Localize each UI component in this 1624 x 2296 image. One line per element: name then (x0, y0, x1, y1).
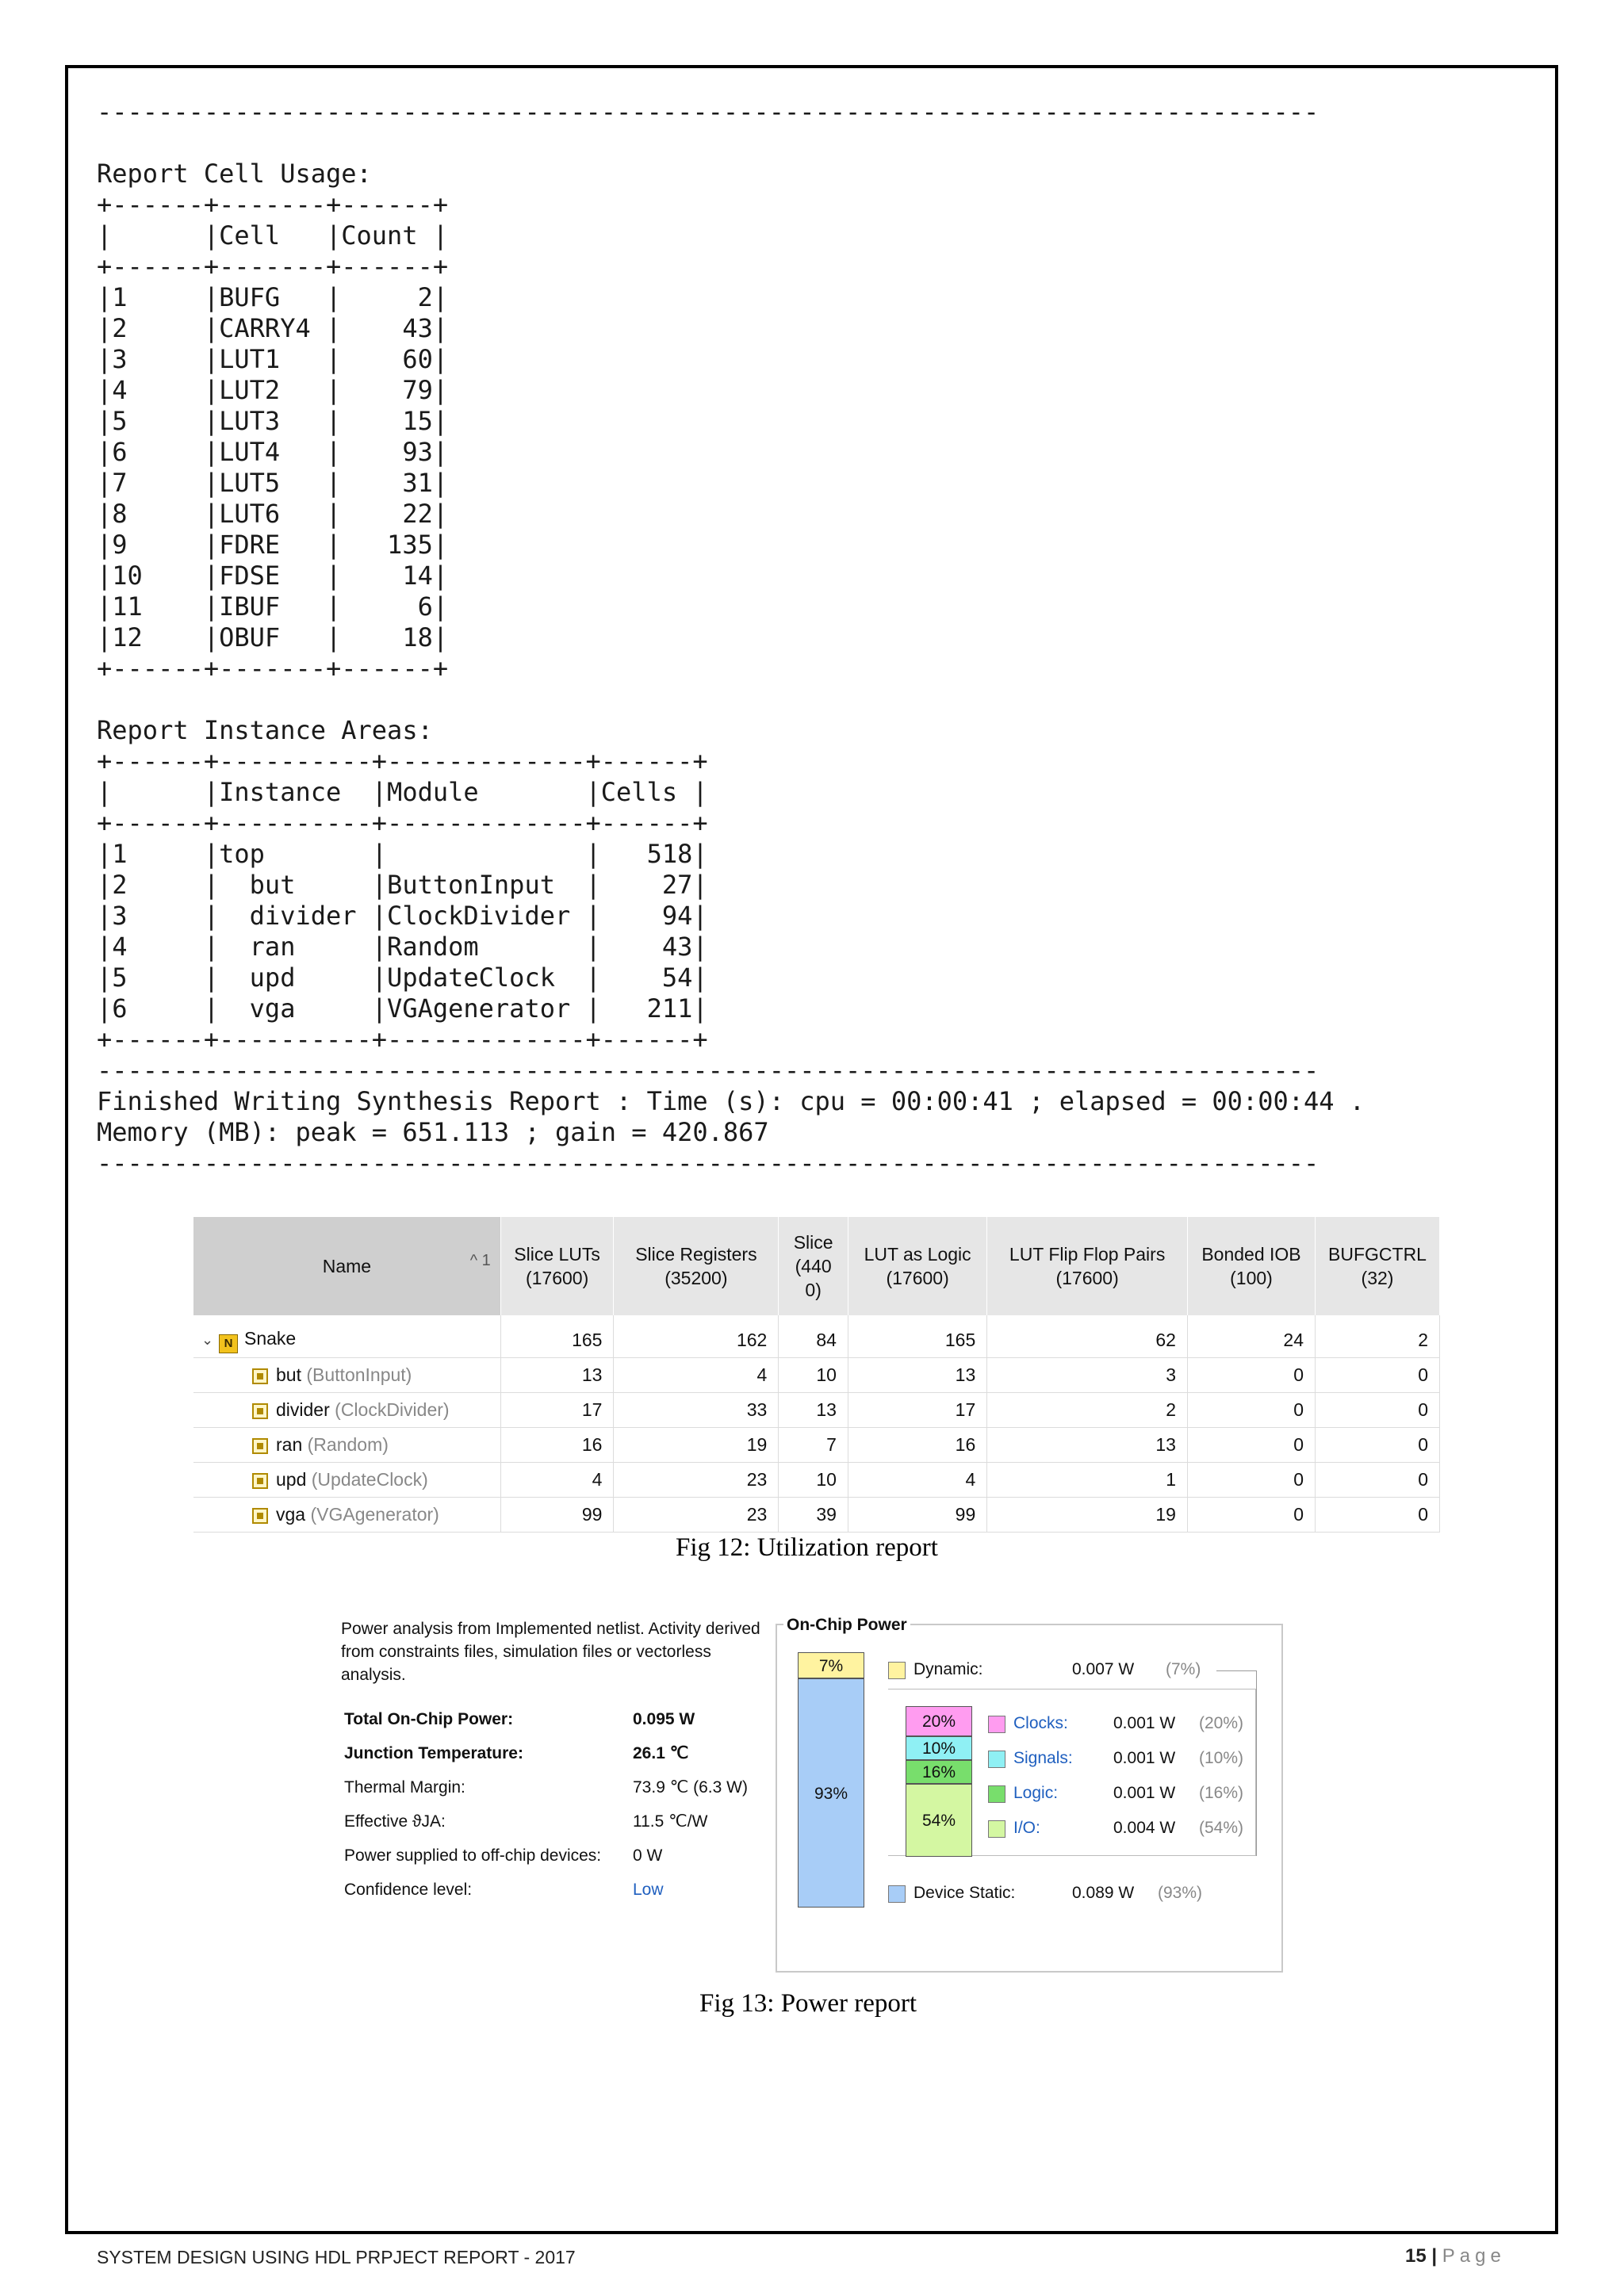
value-cell: 39 (779, 1498, 848, 1533)
value-cell: 17 (848, 1393, 986, 1428)
summary-value: 11.5 ℃/W (633, 1812, 708, 1831)
name-cell (193, 1428, 500, 1463)
breakdown-value: 0.001 W (1113, 1784, 1176, 1802)
module-name: (VGAgenerator) (310, 1504, 439, 1525)
value-cell: 0 (1187, 1393, 1315, 1428)
name-cell (193, 1393, 500, 1428)
breakdown-value: 0.001 W (1113, 1749, 1176, 1767)
name-cell (193, 1323, 500, 1358)
dynamic-value: 0.007 W (1072, 1660, 1135, 1678)
utilization-table (193, 1217, 1440, 1529)
breakdown-bar-3: 54% (906, 1784, 972, 1857)
value-cell: 99 (500, 1498, 614, 1533)
sort-ascending-icon[interactable]: ^ 1 (469, 1252, 491, 1269)
column-header-label: (17600) (1055, 1268, 1119, 1288)
value-cell: 2 (987, 1393, 1188, 1428)
value-cell: 0 (1316, 1358, 1440, 1393)
breakdown-value: 0.004 W (1113, 1819, 1176, 1837)
name-cell (193, 1498, 500, 1533)
summary-label: Total On-Chip Power: (344, 1710, 514, 1728)
module-name: (ButtonInput) (306, 1364, 412, 1385)
table-row-root[interactable] (193, 1323, 1440, 1358)
breakdown-bar-0: 20% (906, 1706, 972, 1736)
instance-icon (252, 1403, 268, 1419)
page-separator: | (1431, 2245, 1438, 2267)
power-summary-row (341, 1702, 761, 1736)
summary-value: 0 W (633, 1846, 663, 1865)
instance-name: vga (276, 1504, 306, 1525)
value-cell: 10 (779, 1463, 848, 1498)
summary-label: Power supplied to off-chip devices: (344, 1846, 602, 1865)
dynamic-label: Dynamic: (914, 1660, 983, 1678)
summary-value: 0.095 W (633, 1710, 695, 1728)
table-row[interactable] (193, 1428, 1440, 1463)
breakdown-percent: (16%) (1199, 1784, 1244, 1802)
column-header-label: Name (322, 1256, 372, 1276)
module-name: (UpdateClock) (311, 1469, 428, 1490)
module-name: (ClockDivider) (335, 1399, 450, 1420)
breakdown-label-link[interactable]: Logic: (1013, 1784, 1059, 1802)
summary-label: Confidence level: (344, 1881, 473, 1899)
breakdown-legend-swatch (988, 1785, 1005, 1803)
value-cell: 1 (987, 1463, 1188, 1498)
value-cell: 4 (614, 1358, 779, 1393)
value-cell: 0 (1316, 1498, 1440, 1533)
column-header-label: 0) (805, 1280, 822, 1300)
value-cell: 0 (1316, 1428, 1440, 1463)
device-static-percent: (93%) (1158, 1884, 1203, 1902)
value-cell: 0 (1316, 1463, 1440, 1498)
power-summary-row (341, 1770, 761, 1804)
on-chip-power-title: On-Chip Power (783, 1616, 910, 1635)
value-cell: 84 (779, 1323, 848, 1358)
value-cell: 62 (987, 1323, 1188, 1358)
column-header-1[interactable] (500, 1217, 614, 1315)
breakdown-bar-1: 10% (906, 1736, 972, 1760)
page-word: Page (1442, 2245, 1506, 2267)
breakdown-label-link[interactable]: Clocks: (1013, 1714, 1068, 1732)
value-cell: 0 (1316, 1393, 1440, 1428)
value-cell: 13 (987, 1428, 1188, 1463)
spacer-cell (1187, 1315, 1315, 1323)
value-cell: 4 (500, 1463, 614, 1498)
spacer-cell (848, 1315, 986, 1323)
instance-icon (252, 1473, 268, 1489)
value-cell: 0 (1187, 1428, 1315, 1463)
column-header-label: Slice LUTs (514, 1244, 600, 1265)
value-cell: 0 (1187, 1463, 1315, 1498)
spacer-cell (614, 1315, 779, 1323)
summary-label: Effective ϑJA: (344, 1812, 446, 1831)
instance-name: Snake (244, 1327, 297, 1349)
figure-12-caption: Fig 12: Utilization report (676, 1533, 938, 1562)
breakdown-percent: (54%) (1199, 1819, 1244, 1837)
value-cell: 165 (500, 1323, 614, 1358)
device-static-bar: 93% (798, 1678, 864, 1908)
name-cell (193, 1463, 500, 1498)
value-cell: 162 (614, 1323, 779, 1358)
page-number: 15 (1405, 2245, 1427, 2267)
table-row[interactable] (193, 1463, 1440, 1498)
device-static-legend-swatch (888, 1885, 906, 1903)
column-header-label: Bonded IOB (1201, 1244, 1301, 1265)
column-header-4[interactable] (848, 1217, 986, 1315)
column-header-3[interactable] (779, 1217, 848, 1315)
spacer-cell (987, 1315, 1188, 1323)
value-cell: 19 (987, 1498, 1188, 1533)
dynamic-bar: 7% (798, 1652, 864, 1678)
value-cell: 165 (848, 1323, 986, 1358)
bracket-line (1256, 1670, 1257, 1856)
synthesis-report-text: -------------------------------------------------------------------------------- Report Cell Usage: +------+-------+------+ | |Cell |Count | +------+-------+------+ |1 |BUFG | 2| |2 |CARRY4 | 43| |3 |LUT1 | 60| |4 |LUT2 | 79| |5 |LUT3 | 15| |6 |LUT4 | 93| |7 |LUT5 | 31| |8 |LUT6 | 22| |9 |FDRE | 135| |10 |FDSE | 14| |11 |IBUF | 6| |12 |OBUF | 18| +------+-------+------+ Report Instance Areas: +------+----------+-------------+------+ | |Instance |Module |Cells | +------+----------+-------------+------+ |1 |top | | 518| |2 | but |ButtonInput | 27| |3 | divider |ClockDivider | 94| |4 | ran |Random | 43| |5 | upd |UpdateClock | 54| |6 | vga |VGAgenerator | 211| +------+----------+-------------+------+ -------------------------------------------------------------------------------- Finished Writing Synthesis Report : Time (s): cpu = 00:00:41 ; elapsed = 00:00:44 . Memory (MB): peak = 651.113 ; gain = 420.867 -------------------------------------------------------------------------------- (97, 97, 1365, 1178)
column-header-7[interactable] (1316, 1217, 1440, 1315)
value-cell: 23 (614, 1498, 779, 1533)
value-cell: 0 (1187, 1498, 1315, 1533)
instance-name: divider (276, 1399, 330, 1420)
value-cell: 19 (614, 1428, 779, 1463)
breakdown-percent: (10%) (1199, 1749, 1244, 1767)
breakdown-legend-swatch (988, 1820, 1005, 1838)
column-header-label: (32) (1361, 1268, 1394, 1288)
column-header-label: Slice Registers (635, 1244, 757, 1265)
spacer-cell (779, 1315, 848, 1323)
top-module-icon: N (219, 1334, 238, 1353)
power-summary-row (341, 1839, 761, 1873)
device-static-label: Device Static: (914, 1884, 1016, 1902)
column-header-label: (100) (1230, 1268, 1273, 1288)
power-summary-row (341, 1804, 761, 1839)
spacer-cell (500, 1315, 614, 1323)
breakdown-bar-2: 16% (906, 1760, 972, 1784)
power-summary (341, 1617, 761, 1907)
value-cell: 13 (848, 1358, 986, 1393)
power-summary-row (341, 1873, 761, 1907)
table-spacer (193, 1315, 1440, 1323)
column-header-5[interactable] (987, 1217, 1188, 1315)
value-cell: 33 (614, 1393, 779, 1428)
module-name: (Random) (307, 1434, 389, 1455)
bracket-line (1216, 1670, 1256, 1671)
chevron-down-icon[interactable]: ⌄ (201, 1331, 214, 1348)
column-header-label: BUFGCTRL (1328, 1244, 1427, 1265)
breakdown-percent: (20%) (1199, 1714, 1244, 1732)
table-row[interactable] (193, 1393, 1440, 1428)
instance-icon (252, 1508, 268, 1524)
value-cell: 13 (779, 1393, 848, 1428)
table-row[interactable] (193, 1358, 1440, 1393)
footer-title: SYSTEM DESIGN USING HDL PRPJECT REPORT - 2017 (97, 2247, 576, 2267)
value-cell: 13 (500, 1358, 614, 1393)
column-header-label: LUT Flip Flop Pairs (1009, 1244, 1166, 1265)
spacer-cell (193, 1315, 500, 1323)
breakdown-label-link[interactable]: Signals: (1013, 1749, 1073, 1767)
summary-label: Thermal Margin: (344, 1778, 465, 1797)
column-header-label: (35200) (665, 1268, 728, 1288)
power-summary-row (341, 1736, 761, 1770)
value-cell: 10 (779, 1358, 848, 1393)
instance-icon (252, 1368, 268, 1384)
dynamic-percent: (7%) (1166, 1660, 1201, 1678)
instance-icon (252, 1438, 268, 1454)
confidence-level-link[interactable]: Low (633, 1881, 664, 1899)
instance-name: but (276, 1364, 301, 1385)
instance-name: ran (276, 1434, 303, 1455)
column-header-6[interactable] (1187, 1217, 1315, 1315)
power-description: Power analysis from Implemented netlist. Activity derived from constraints files, simulation files or vectorless analysis. (341, 1620, 760, 1684)
value-cell: 0 (1187, 1358, 1315, 1393)
device-static-value: 0.089 W (1072, 1884, 1135, 1902)
value-cell: 7 (779, 1428, 848, 1463)
value-cell: 2 (1316, 1323, 1440, 1358)
column-header-label: LUT as Logic (864, 1244, 971, 1265)
summary-value: 73.9 ℃ (6.3 W) (633, 1778, 748, 1797)
instance-name: upd (276, 1469, 307, 1490)
value-cell: 16 (500, 1428, 614, 1463)
summary-label: Junction Temperature: (344, 1744, 523, 1762)
figure-13-caption: Fig 13: Power report (699, 1989, 917, 2018)
column-header-label: (440 (795, 1256, 832, 1276)
value-cell: 4 (848, 1463, 986, 1498)
dynamic-legend-swatch (888, 1662, 906, 1679)
column-header-label: Slice (793, 1232, 833, 1253)
value-cell: 23 (614, 1463, 779, 1498)
breakdown-label-link[interactable]: I/O: (1013, 1819, 1040, 1837)
breakdown-legend-swatch (988, 1751, 1005, 1768)
value-cell: 99 (848, 1498, 986, 1533)
value-cell: 17 (500, 1393, 614, 1428)
footer-page (1405, 2245, 1506, 2267)
column-header-label: (17600) (525, 1268, 589, 1288)
summary-value: 26.1 ℃ (633, 1744, 689, 1762)
breakdown-legend-swatch (988, 1716, 1005, 1733)
column-header-0[interactable] (193, 1217, 500, 1315)
breakdown-value: 0.001 W (1113, 1714, 1176, 1732)
table-row[interactable] (193, 1498, 1440, 1533)
value-cell: 24 (1187, 1323, 1315, 1358)
column-header-2[interactable] (614, 1217, 779, 1315)
value-cell: 16 (848, 1428, 986, 1463)
spacer-cell (1316, 1315, 1440, 1323)
value-cell: 3 (987, 1358, 1188, 1393)
column-header-label: (17600) (886, 1268, 949, 1288)
on-chip-power-panel (776, 1616, 1283, 1973)
name-cell (193, 1358, 500, 1393)
